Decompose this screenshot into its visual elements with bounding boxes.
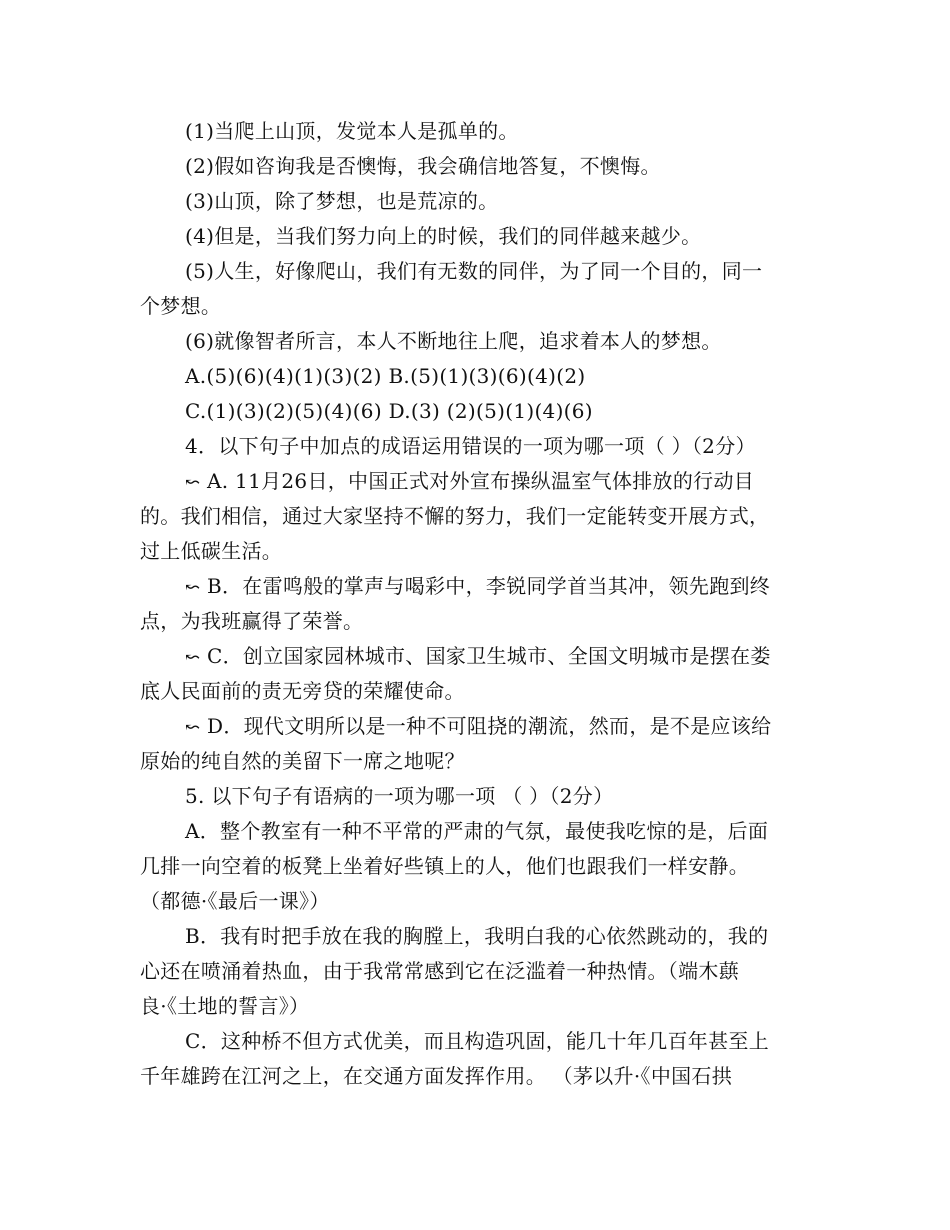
text-line [140,709,815,744]
text-line [140,884,815,919]
line-text: (3)山顶，除了梦想，也是荒凉的。 [185,189,499,213]
text-line [140,359,815,394]
text-line [140,534,815,569]
text-line [140,1024,815,1059]
line-text: 千年雄跨在江河之上，在交通方面发挥作用。 （茅以升·《中国石拱 [140,1064,733,1088]
text-line [140,989,815,1024]
text-line [140,674,815,709]
bullet-mark-icon: ↜ [185,577,201,598]
line-text: (5)人生，好像爬山，我们有无数的同伴，为了同一个目的，同一 [185,259,763,283]
text-line [140,219,815,254]
line-text: 底人民面前的责无旁贷的荣耀使命。 [140,679,465,703]
line-text: 几排一向空着的板凳上坐着好些镇上的人，他们也跟我们一样安静。 [140,854,749,878]
line-text: 4．以下句子中加点的成语运用错误的一项为哪一项（ ）（2分） [185,434,756,458]
line-text: 心还在喷涌着热血，由于我常常感到它在泛滥着一种热情。（端木蕻 [140,959,739,983]
text-line [140,954,815,989]
line-text: 的。我们相信，通过大家坚持不懈的努力，我们一定能转变开展方式， [140,504,770,528]
text-line [140,114,815,149]
bullet-mark-icon: ↜ [185,717,201,738]
line-text: (4)但是，当我们努力向上的时候，我们的同伴越来越少。 [185,224,702,248]
line-text: (6)就像智者所言，本人不断地往上爬，追求着本人的梦想。 [185,329,722,353]
text-line [140,464,815,499]
text-line [140,919,815,954]
line-text: 点，为我班赢得了荣誉。 [140,609,364,633]
document-body [140,114,815,1094]
bullet-mark-icon: ↜ [185,472,201,493]
text-line [140,849,815,884]
line-text: 良·《土地的誓言》） [140,994,310,1018]
line-text: （都德·《最后一课》） [140,889,330,913]
line-text: 过上低碳生活。 [140,539,283,563]
line-text: C．创立国家园林城市、国家卫生城市、全国文明城市是摆在娄 [207,644,771,668]
line-text: 5. 以下句子有语病的一项为哪一项 （ ）（2分） [185,784,614,808]
line-text: 原始的纯自然的美留下一席之地呢？ [140,749,465,773]
line-text: B．我有时把手放在我的胸膛上，我明白我的心依然跳动的，我的 [185,924,769,948]
line-text: A．整个教室有一种不平常的严肃的气氛，最使我吃惊的是，后面 [185,819,769,843]
text-line [140,744,815,779]
line-text: A. 11月26日，中国正式对外宣布操纵温室气体排放的行动目 [207,469,755,493]
text-line [140,149,815,184]
line-text: A.(5)(6)(4)(1)(3)(2) B.(5)(1)(3)(6)(4)(2) [185,364,586,388]
text-line [140,254,815,289]
text-line [140,324,815,359]
text-line [140,184,815,219]
text-line [140,394,815,429]
text-line [140,429,815,464]
text-line [140,814,815,849]
line-text: C．这种桥不但方式优美，而且构造巩固，能几十年几百年甚至上 [185,1029,770,1053]
line-text: (2)假如咨询我是否懊悔，我会确信地答复，不懊悔。 [185,154,661,178]
text-line [140,1059,815,1094]
line-text: C.(1)(3)(2)(5)(4)(6) D.(3) (2)(5)(1)(4)(6) [185,399,593,423]
text-line [140,569,815,604]
bullet-mark-icon: ↜ [185,647,201,668]
line-text: B．在雷鸣般的掌声与喝彩中，李锐同学首当其冲，领先跑到终 [207,574,771,598]
line-text: 个梦想。 [140,294,222,318]
text-line [140,499,815,534]
text-line [140,639,815,674]
text-line [140,604,815,639]
line-text: D．现代文明所以是一种不可阻挠的潮流，然而，是不是应该给 [207,714,772,738]
text-line [140,779,815,814]
line-text: (1)当爬上山顶，发觉本人是孤单的。 [185,119,519,143]
text-line [140,289,815,324]
